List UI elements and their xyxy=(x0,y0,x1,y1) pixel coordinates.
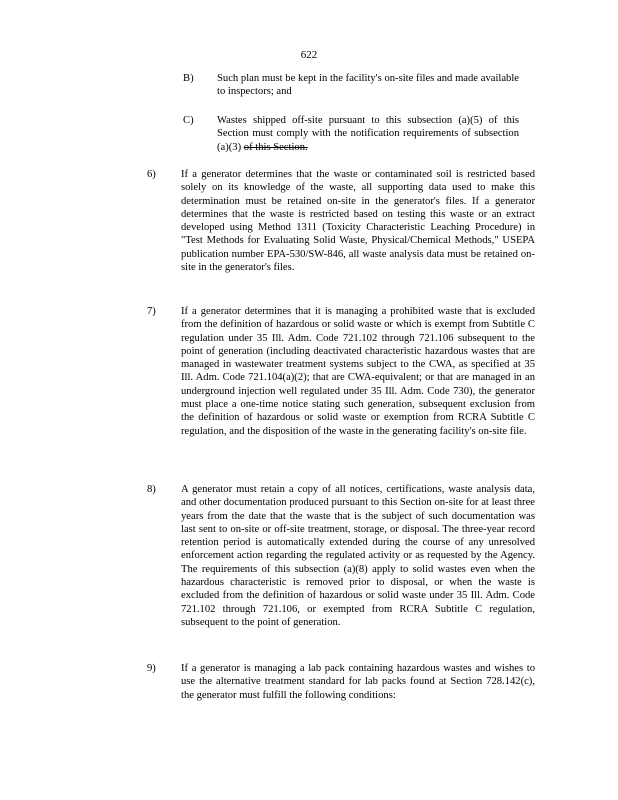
item-label: 7) xyxy=(147,306,156,317)
item-text: If a generator is managing a lab pack containing hazardous wastes and wishes to use the alternative treatment standard for lab packs found at Section 728.142(c), the generator must fulfill the following conditions: xyxy=(181,663,535,701)
item-label: C) xyxy=(183,115,194,126)
item-text-container xyxy=(217,114,519,154)
struck-text: of this Section. xyxy=(243,141,308,153)
item-text: Wastes shipped off-site pursuant to this subsection (a)(5) of this Section must comply with the notification requirements of subsection (a)(3) xyxy=(217,115,519,153)
item-text: Such plan must be kept in the facility's on-site files and made available to inspectors; and xyxy=(217,73,519,98)
item-label: B) xyxy=(183,73,194,84)
item-text: If a generator determines that the waste or contaminated soil is restricted based solely on its knowledge of the waste, all supporting data used to make this determination must be retained on-site in the generator's files. If a generator determines that the waste is restricted based on testing this waste or an extract developed using Method 1311 (Toxicity Characteristic Leaching Procedure) in "Test Methods for Evaluating Solid Waste, Physical/Chemical Methods," USEPA publication number EPA-530/SW-846, all waste analysis data must be retained on-site in the generator's files. xyxy=(181,169,535,274)
item-label: 9) xyxy=(147,663,156,674)
item-text: If a generator determines that it is managing a prohibited waste that is excluded from the definition of hazardous or solid waste or which is exempt from Subtitle C regulation under 35 Ill. Adm. Code 721.102 through 721.106 subsequent to the point of generation (including deactivated characteristic hazardous wastes that are managed in wastewater treatment systems subject to the CWA, as specified at 35 Ill. Adm. Code 721.104(a)(2); that are CWA-equivalent; or that are managed in an underground injection well regulated under 35 Ill. Adm. Code 730), the generator must place a one-time notice stating such generation, subsequent exclusion from the definition of hazardous or solid waste or exemption from RCRA Subtitle C regulation, and the disposition of the waste in the generating facility's on-site file. xyxy=(181,306,535,437)
item-text: A generator must retain a copy of all notices, certifications, waste analysis data, and other documentation produced pursuant to this Section on-site for at least three years from the date that the waste that is the subject of such documentation was last sent to on-site or off-site treatment, storage, or disposal. The three-year record retention period is automatically extended during the course of any unresolved enforcement action regarding the regulated activity or as requested by the Agency. The requirements of this subsection (a)(8) apply to solid wastes even when the hazardous characteristic is removed prior to disposal, or when the waste is excluded from the definition of hazardous or solid waste under 35 Ill. Adm. Code 721.102 through 721.106, or exempted from RCRA Subtitle C regulation, subsequent to the point of generation. xyxy=(181,484,535,628)
item-label: 6) xyxy=(147,169,156,180)
page-number: 622 xyxy=(300,49,318,61)
item-label: 8) xyxy=(147,484,156,495)
